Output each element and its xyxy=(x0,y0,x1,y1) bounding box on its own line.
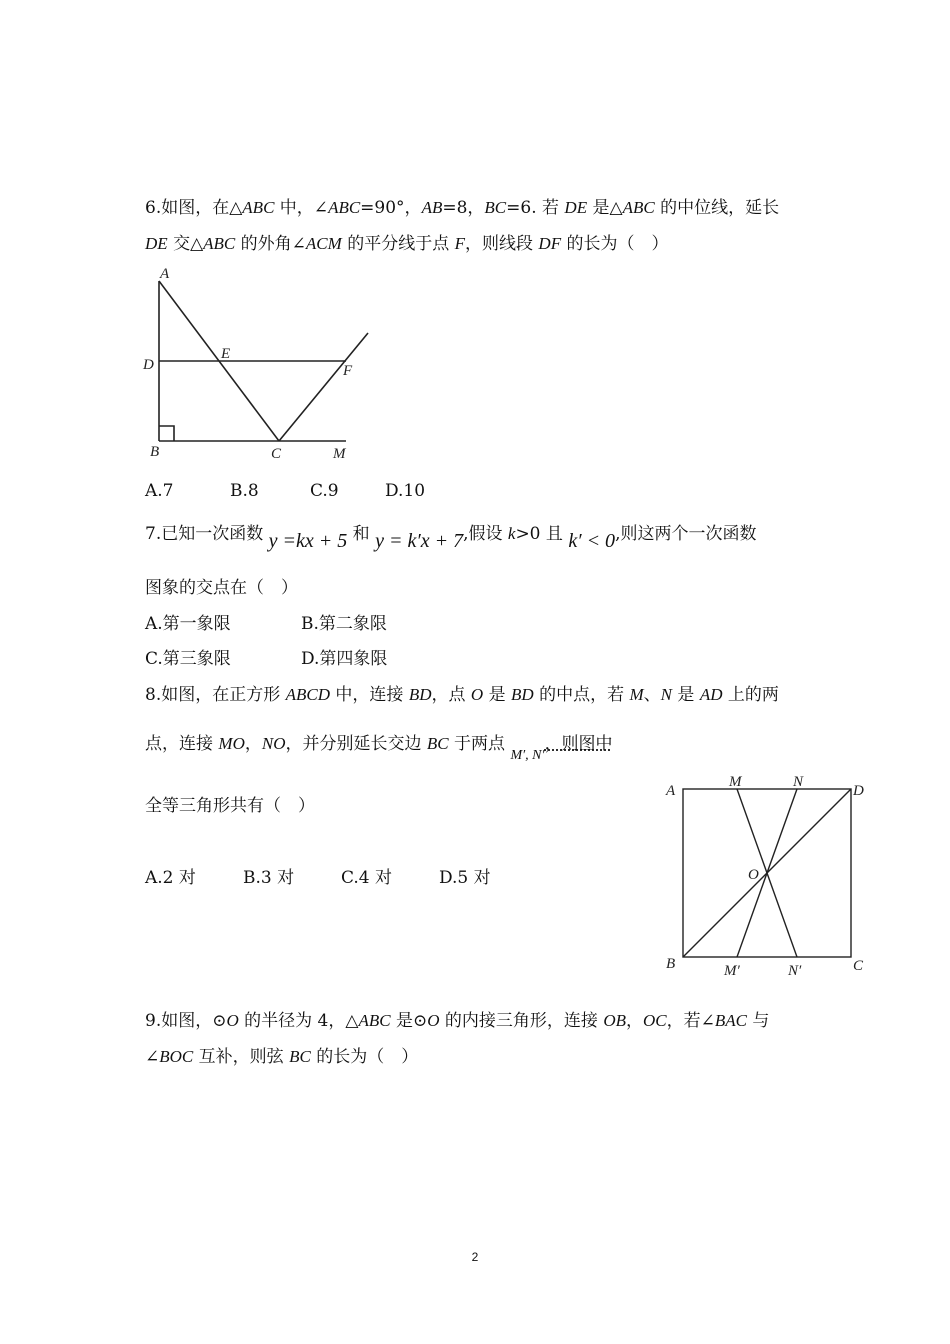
label-a: A xyxy=(666,783,676,799)
label-n-prime: N′ xyxy=(788,963,802,979)
q7-option-a: A.第一象限 xyxy=(145,614,231,634)
q7-option-b: B.第二象限 xyxy=(301,614,387,634)
q6-line-1: 6.如图，在△ABC 中，∠ABC=90°，AB=8，BC=6. 若 DE 是△ABC 的中位线，延长 xyxy=(145,198,780,218)
q6-line-2: DE 交△ABC 的外角∠ACM 的平分线于点 F，则线段 DF 的长为（ ） xyxy=(145,234,669,254)
q8-option-d: D.5 对 xyxy=(439,868,491,888)
condition-k-prime: k′ < 0 xyxy=(568,530,616,552)
points-m-prime-n-prime: M′, N′ xyxy=(510,748,545,763)
label-b: B xyxy=(150,444,160,460)
right-angle-mark xyxy=(159,426,174,441)
q8-option-c: C.4 对 xyxy=(341,868,393,888)
bisector-cf xyxy=(279,333,368,441)
q8-line-2: 点，连接 MO，NO，并分别延长交边 BC 于两点 $_{M', N'}$，则图中 xyxy=(145,734,613,763)
q8-line-3: 全等三角形共有（ ） xyxy=(145,796,315,816)
q7-option-d: D.第四象限 xyxy=(301,649,388,669)
q6-figure xyxy=(140,262,380,467)
label-b: B xyxy=(666,956,676,972)
label-m-prime: M′ xyxy=(724,963,740,979)
label-n: N xyxy=(793,774,804,790)
label-d: D xyxy=(143,357,154,373)
function-1: y =kx + 5 xyxy=(268,530,348,552)
label-m: M xyxy=(333,446,346,462)
q8-option-a: A.2 对 xyxy=(145,868,196,888)
q6-option-d: D.10 xyxy=(385,481,426,501)
q8-figure xyxy=(660,770,875,985)
label-f: F xyxy=(343,363,353,379)
label-o: O xyxy=(748,867,759,883)
function-2: y = k′x + 7 xyxy=(375,530,464,552)
label-a: A xyxy=(160,266,170,282)
q8-option-b: B.3 对 xyxy=(243,868,295,888)
page-number: 2 xyxy=(471,1250,479,1264)
q7-line-2: 图象的交点在（ ） xyxy=(145,578,298,598)
q6-option-a: A.7 xyxy=(145,481,174,501)
q8-line-1: 8.如图，在正方形 ABCD 中，连接 BD，点 O 是 BD 的中点，若 M、N 是 AD 上的两 xyxy=(145,685,779,705)
q7-option-c: C.第三象限 xyxy=(145,649,231,669)
label-c: C xyxy=(853,958,864,974)
q9-line-2: ∠BOC 互补，则弦 BC 的长为（ ） xyxy=(145,1047,419,1067)
q6-option-c: C.9 xyxy=(310,481,339,501)
q9-line-1: 9.如图，⊙O 的半径为 4，△ABC 是⊙O 的内接三角形，连接 OB，OC，若∠BAC 与 xyxy=(145,1011,770,1031)
label-d: D xyxy=(853,783,864,799)
label-m: M xyxy=(729,774,742,790)
q6-option-b: B.8 xyxy=(230,481,259,501)
label-c: C xyxy=(271,446,282,462)
label-e: E xyxy=(221,346,231,362)
q7-line-1: 7.已知一次函数 y =kx + 5 和 y = k′x + 7,假设 k>0 且 k′ < 0,则这两个一次函数 xyxy=(145,524,757,552)
